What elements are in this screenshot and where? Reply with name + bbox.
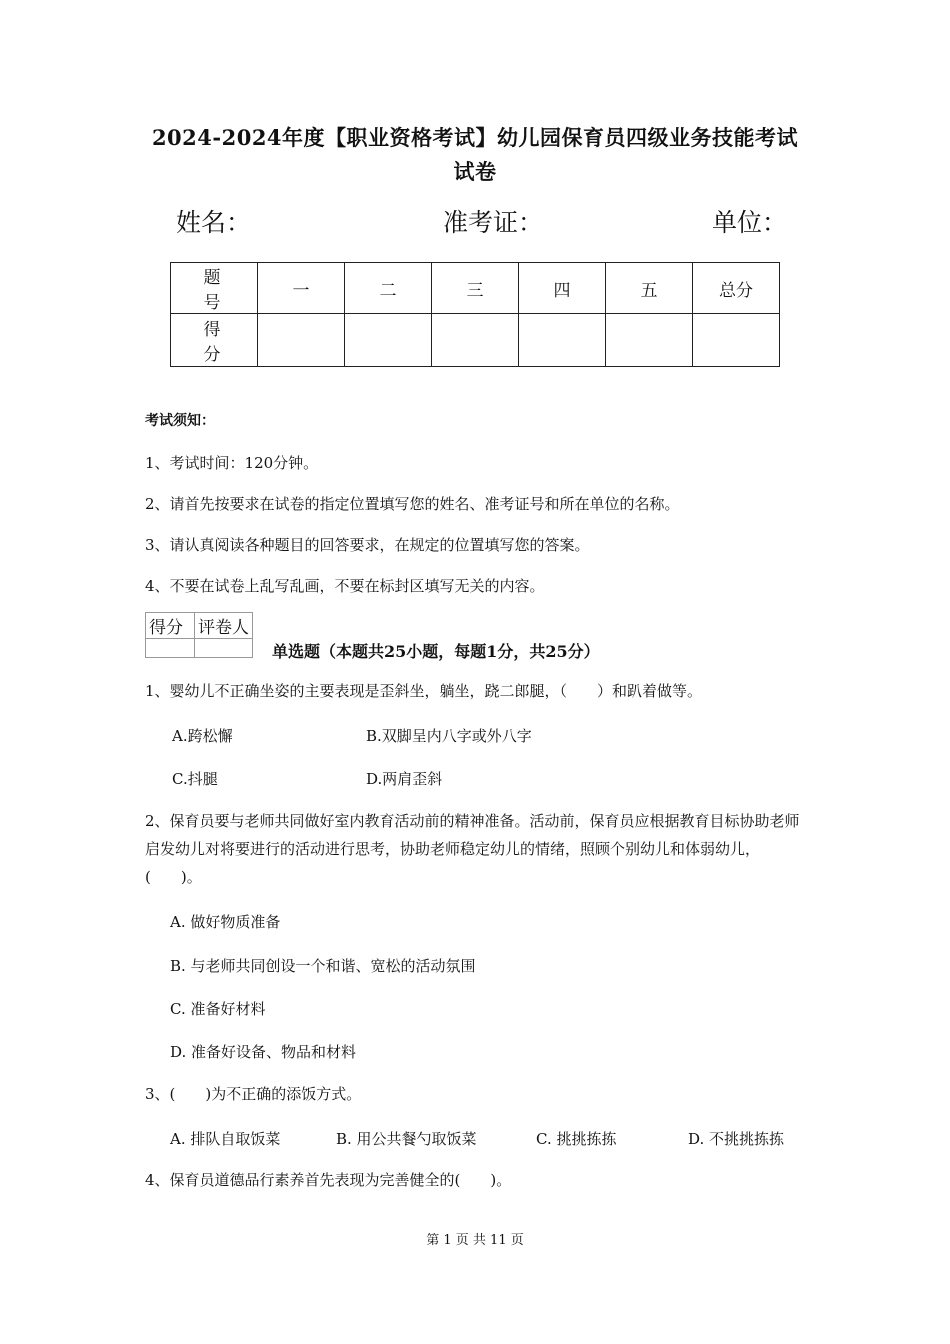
grader-name-label: 评卷人 (195, 613, 253, 639)
question-option[interactable]: C. 挑挑拣拣 (536, 1130, 617, 1148)
question-stem: 1、婴幼儿不正确坐姿的主要表现是歪斜坐，躺坐，跷二郎腿，（ ）和趴着做等。 (145, 682, 703, 700)
question-option[interactable]: A.跨松懈 (172, 727, 233, 745)
score-input-cell[interactable] (606, 314, 693, 367)
notice-item: 3、请认真阅读各种题目的回答要求，在规定的位置填写您的答案。 (145, 536, 590, 554)
score-input-cell[interactable] (693, 314, 780, 367)
section-title: 单选题（本题共25小题，每题1分，共25分） (272, 642, 600, 661)
unit-label: 单位： (712, 208, 788, 237)
score-table (170, 262, 780, 367)
notice-title: 考试须知： (145, 413, 215, 429)
score-header-cell: 总分 (693, 263, 780, 314)
score-input-cell[interactable] (519, 314, 606, 367)
grader-score-cell[interactable] (146, 639, 195, 658)
question-option[interactable]: D. 不挑挑拣拣 (688, 1130, 785, 1148)
grader-name-cell[interactable] (195, 639, 253, 658)
score-row-label: 得 分 (171, 314, 258, 367)
notice-item: 2、请首先按要求在试卷的指定位置填写您的姓名、准考证号和所在单位的名称。 (145, 495, 680, 513)
question-option[interactable]: B. 与老师共同创设一个和谐、宽松的活动氛围 (170, 957, 476, 975)
score-table-score-row (171, 314, 780, 367)
grader-score-label: 得分 (146, 613, 195, 639)
question-option[interactable]: A. 做好物质准备 (170, 913, 281, 931)
score-input-cell[interactable] (345, 314, 432, 367)
question-stem: 2、保育员要与老师共同做好室内教育活动前的精神准备。活动前，保育员应根据教育目标协助老师启发幼儿对将要进行的活动进行思考，协助老师稳定幼儿的情绪，照顾个别幼儿和体弱幼儿，( )。 (145, 812, 800, 886)
score-header-cell: 五 (606, 263, 693, 314)
score-table-header-row (171, 263, 780, 314)
notice-item: 1、考试时间：120分钟。 (145, 454, 319, 472)
question-option[interactable]: B. 用公共餐勺取饭菜 (336, 1130, 477, 1148)
score-header-cell: 三 (432, 263, 519, 314)
page-footer: 第 1 页 共 11 页 (426, 1233, 524, 1248)
question-option[interactable]: D.两肩歪斜 (366, 770, 443, 788)
question-option[interactable]: B.双脚呈内八字或外八字 (366, 727, 532, 745)
exam-id-label: 准考证： (443, 208, 544, 237)
score-header-cell: 一 (258, 263, 345, 314)
score-input-cell[interactable] (258, 314, 345, 367)
question-option[interactable]: C.抖腿 (172, 770, 218, 788)
question-option[interactable]: A. 排队自取饭菜 (170, 1130, 281, 1148)
question-stem: 4、保育员道德品行素养首先表现为完善健全的( )。 (145, 1171, 512, 1189)
score-header-cell: 二 (345, 263, 432, 314)
notice-item: 4、不要在试卷上乱写乱画，不要在标封区填写无关的内容。 (145, 577, 545, 595)
name-label: 姓名： (176, 208, 252, 237)
score-input-cell[interactable] (432, 314, 519, 367)
question-option[interactable]: D. 准备好设备、物品和材料 (170, 1043, 357, 1061)
question-stem: 3、( )为不正确的添饭方式。 (145, 1085, 362, 1103)
question-option[interactable]: C. 准备好材料 (170, 1000, 266, 1018)
grader-box (145, 612, 253, 658)
exam-title-line2: 试卷 (453, 159, 497, 184)
score-header-cell: 题 号 (171, 263, 258, 314)
score-header-cell: 四 (519, 263, 606, 314)
exam-title: 2024-2024年度【职业资格考试】幼儿园保育员四级业务技能考试 (151, 125, 799, 150)
